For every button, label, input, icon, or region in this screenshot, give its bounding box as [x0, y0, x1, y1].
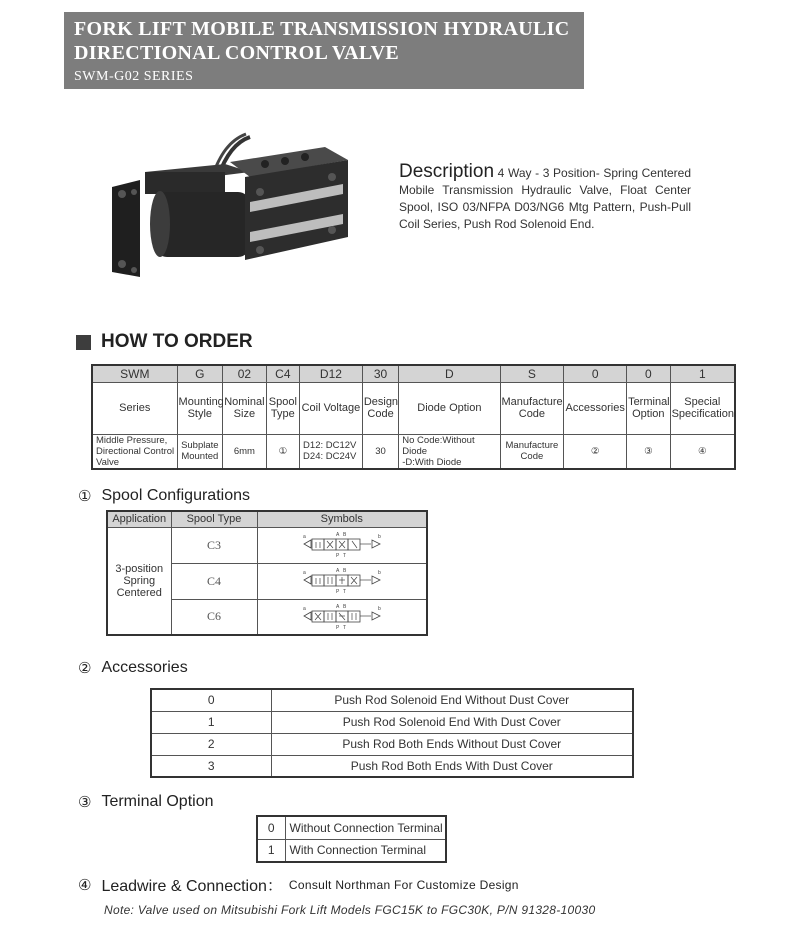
leadwire-heading: [78, 873, 519, 896]
section-title: Accessories: [101, 659, 188, 676]
column-header: Spool Type: [171, 511, 257, 527]
value-spool-type: ①: [266, 434, 299, 469]
value-terminal-option: ③: [627, 434, 671, 469]
label-series: Series: [92, 382, 177, 434]
spool-row: [107, 527, 427, 563]
how-to-order-table: [91, 364, 736, 470]
spool-type-cell: C4: [171, 563, 257, 599]
label-manufacture-code: Manufacture Code: [500, 382, 564, 434]
code-cell: SWM: [92, 365, 177, 382]
spool-symbol-c6: [302, 602, 382, 632]
square-bullet-icon: [76, 335, 91, 350]
accessory-description: Push Rod Solenoid End With Dust Cover: [271, 711, 633, 733]
value-mounting-style: Subplate Mounted: [177, 434, 223, 469]
spool-symbol-c3: [302, 530, 382, 560]
code-cell: 30: [362, 365, 398, 382]
symbol-label: T: [342, 553, 346, 559]
label-diode-option: Diode Option: [399, 382, 500, 434]
symbol-label: a: [302, 534, 306, 540]
symbol-cell: [257, 599, 427, 635]
value-accessories: ②: [564, 434, 627, 469]
symbol-label: B: [342, 568, 347, 574]
value-nominal-size: 6mm: [223, 434, 267, 469]
accessory-code: 3: [151, 755, 271, 777]
application-cell: 3-position Spring Centered: [107, 527, 171, 635]
code-cell: G: [177, 365, 223, 382]
page-title-line-2: DIRECTIONAL CONTROL VALVE: [74, 42, 400, 64]
how-to-order-title: HOW TO ORDER: [101, 331, 253, 352]
label-mounting-style: Mounting Style: [177, 382, 223, 434]
accessory-code: 2: [151, 733, 271, 755]
label-coil-voltage: Coil Voltage: [300, 382, 363, 434]
symbol-cell: [257, 527, 427, 563]
table-row: [151, 711, 633, 733]
diode-option: -D:With Diode: [402, 456, 462, 468]
table-row: [257, 839, 446, 862]
description-text: 4 Way - 3 Position- Spring Centered Mobile Transmission Hydraulic Valve, Float Center Spool, ISO 03/NFPA D03/NG6 Mtg Pattern, Push-Pull Coil Series, Push Rod Solenoid End.: [399, 166, 691, 231]
table-row: [151, 689, 633, 711]
page-title-line-1: FORK LIFT MOBILE TRANSMISSION HYDRAULIC: [74, 18, 570, 40]
title-banner: [64, 12, 584, 89]
accessory-description: Push Rod Both Ends Without Dust Cover: [271, 733, 633, 755]
symbol-label: A: [335, 568, 340, 574]
table-row: [257, 816, 446, 839]
section-number: ③: [78, 793, 92, 811]
accessories-table: [150, 688, 634, 778]
section-number: ②: [78, 659, 92, 677]
symbol-label: A: [335, 603, 340, 610]
code-cell: 0: [627, 365, 671, 382]
spool-header-row: [107, 511, 427, 527]
code-cell: 02: [223, 365, 267, 382]
spool-symbol-c4: [302, 566, 382, 596]
code-cell: D: [399, 365, 500, 382]
symbol-label: a: [302, 570, 306, 576]
label-special-specification: Special Specification: [670, 382, 735, 434]
code-cell: C4: [266, 365, 299, 382]
terminal-description: With Connection Terminal: [285, 839, 446, 862]
order-code-row: [92, 365, 735, 382]
valve-product-image: [100, 132, 350, 282]
code-cell: S: [500, 365, 564, 382]
diode-option: No Code:Without Diode: [402, 434, 475, 457]
table-row: [151, 755, 633, 777]
series-subtitle: SWM-G02 SERIES: [74, 69, 194, 84]
spool-configurations-table: [106, 510, 428, 636]
terminal-option-table: [256, 815, 447, 863]
symbol-label: B: [342, 532, 347, 538]
terminal-code: 0: [257, 816, 285, 839]
symbol-cell: [257, 563, 427, 599]
description-heading: Description: [399, 161, 495, 182]
symbol-label: P: [335, 589, 340, 595]
coil-voltage-option: D12: DC12V: [303, 440, 357, 452]
section-title: Spool Configurations: [101, 487, 250, 504]
symbol-label: A: [335, 532, 340, 538]
symbol-label: B: [342, 603, 347, 610]
footnote: Note: Valve used on Mitsubishi Fork Lift Models FGC15K to FGC30K, P/N 91328-10030: [104, 903, 596, 917]
code-cell: 0: [564, 365, 627, 382]
value-manufacture-code: Manufacture Code: [500, 434, 564, 469]
label-accessories: Accessories: [564, 382, 627, 434]
order-label-row: [92, 382, 735, 434]
symbol-label: P: [335, 553, 340, 559]
value-special-specification: ④: [670, 434, 735, 469]
order-value-row: [92, 434, 735, 469]
value-series: Middle Pressure, Directional Control Valve: [92, 434, 177, 469]
spool-configurations-heading: [78, 487, 250, 505]
code-cell: 1: [670, 365, 735, 382]
accessories-heading: [78, 659, 188, 677]
label-terminal-option: Terminal Option: [627, 382, 671, 434]
value-coil-voltage: [300, 434, 363, 469]
accessory-description: Push Rod Both Ends With Dust Cover: [271, 755, 633, 777]
symbol-label: b: [377, 534, 381, 540]
value-design-code: 30: [362, 434, 398, 469]
description-block: [399, 163, 691, 233]
label-nominal-size: Nominal Size: [223, 382, 267, 434]
spool-type-cell: C6: [171, 599, 257, 635]
spool-type-cell: C3: [171, 527, 257, 563]
symbol-label: T: [342, 624, 346, 631]
column-header: Symbols: [257, 511, 427, 527]
table-row: [151, 733, 633, 755]
label-spool-type: Spool Type: [266, 382, 299, 434]
symbol-label: P: [335, 624, 340, 631]
symbol-label: a: [302, 605, 306, 612]
section-number: ④: [78, 875, 92, 894]
code-cell: D12: [300, 365, 363, 382]
section-title: Terminal Option: [101, 793, 214, 810]
symbol-label: b: [377, 570, 381, 576]
label-design-code: Design Code: [362, 382, 398, 434]
accessory-code: 1: [151, 711, 271, 733]
terminal-option-heading: [78, 793, 214, 811]
symbol-label: T: [342, 589, 346, 595]
symbol-label: b: [377, 605, 381, 612]
terminal-code: 1: [257, 839, 285, 862]
value-diode-option: [399, 434, 500, 469]
section-number: ①: [78, 487, 92, 505]
accessory-code: 0: [151, 689, 271, 711]
accessory-description: Push Rod Solenoid End Without Dust Cover: [271, 689, 633, 711]
leadwire-text: Consult Northman For Customize Design: [288, 877, 519, 892]
terminal-description: Without Connection Terminal: [285, 816, 446, 839]
coil-voltage-option: D24: DC24V: [303, 451, 357, 463]
section-title: Leadwire & Connection：: [101, 878, 283, 895]
column-header: Application: [107, 511, 171, 527]
how-to-order-heading: [76, 331, 253, 353]
